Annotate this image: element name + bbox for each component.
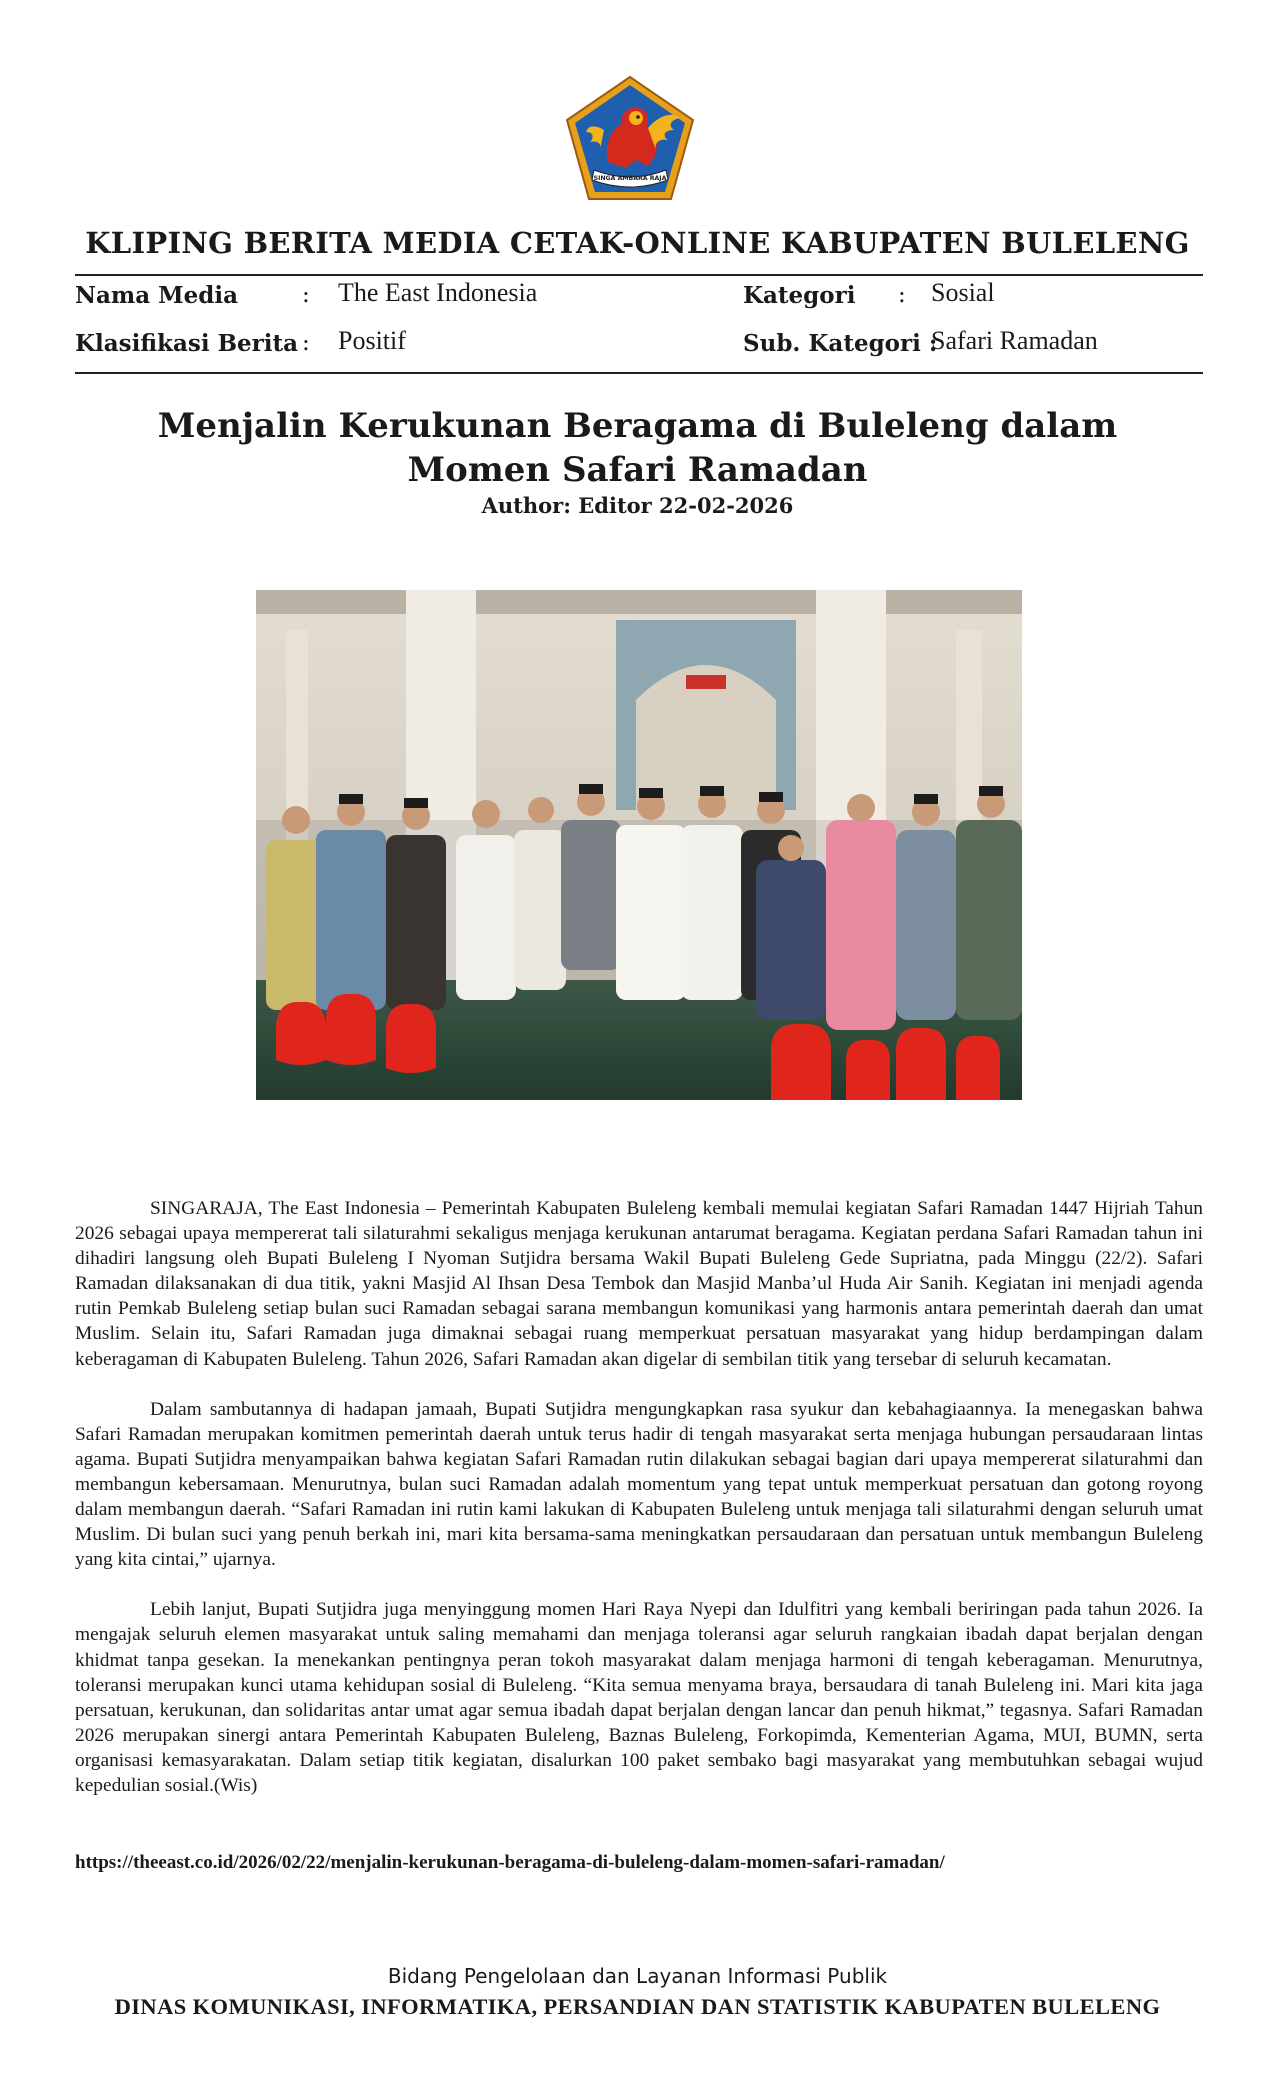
klasifikasi-colon: : (302, 330, 310, 356)
klasifikasi-label: Klasifikasi Berita (75, 330, 299, 357)
subkategori-label: Sub. Kategori : (743, 330, 938, 357)
media-value: The East Indonesia (338, 278, 538, 307)
logo-motto: SINGA AMBARA RAJA (593, 175, 667, 182)
article-title (0, 404, 1275, 492)
footer-agency: DINAS KOMUNIKASI, INFORMATIKA, PERSANDIAN DAN STATISTIK KABUPATEN BULELENG (114, 1994, 1161, 2019)
article-paragraph-3: Lebih lanjut, Bupati Sutjidra juga menyinggung momen Hari Raya Nyepi dan Idulfitri yang kembali beriringan pada tahun 2026. Ia mengajak seluruh elemen masyarakat untuk saling memahami dan menjaga toleransi agar seluruh rangkaian ibadah dapat berjalan dengan khidmat tanpa gesekan. Ia menekankan pentingnya peran tokoh masyarakat dalam menjaga harmoni di tengah keberagaman. Menurutnya, toleransi merupakan kunci utama kehidupan sosial di Buleleng. “Kita semua menyama braya, bersaudara di tanah Buleleng ini. Mari kita jaga persatuan, kerukunan, dan solidaritas antar umat agar semua ibadah dapat berjalan dengan lancar dan penuh hikmat,” tegasnya. Safari Ramadan 2026 merupakan sinergi antara Pemerintah Kabupaten Buleleng, Baznas Buleleng, Forkopimda, Kementerian Agama, MUI, BUMN, serta organisasi kemasyarakatan. Dalam setiap titik kegiatan, disalurkan 100 paket sembako bagi masyarakat yang membutuhkan sebagai wujud kepedulian sosial.(Wis) (75, 1599, 1203, 1796)
klasifikasi-value: Positif (338, 326, 406, 355)
media-label: Nama Media (75, 282, 238, 309)
article-paragraph-2: Dalam sambutannya di hadapan jamaah, Bupati Sutjidra mengungkapkan rasa syukur dan kebahagiaannya. Ia menegaskan bahwa Safari Ramadan merupakan komitmen pemerintah daerah untuk terus hadir di tengah masyarakat serta menjaga hubungan persaudaraan lintas agama. Bupati Sutjidra menyampaikan bahwa kegiatan Safari Ramadan rutin dilakukan sebagai bagian dari upaya mempererat silaturahmi dan membangun kebersamaan. Menurutnya, bulan suci Ramadan adalah momentum yang tepat untuk memperkuat persatuan dan gotong royong dalam membangun daerah. “Safari Ramadan ini rutin kami lakukan di Kabupaten Buleleng untuk menjaga tali silaturahmi dengan seluruh umat Muslim. Di bulan suci yang penuh berkah ini, mari kita bersama-sama meningkatkan persaudaraan dan persatuan untuk membangun Buleleng yang kita cintai,” ujarnya. (75, 1398, 1203, 1571)
article-photo (256, 590, 1022, 1100)
kategori-value: Sosial (931, 278, 995, 307)
article-author: Author: Editor 22-02-2026 (481, 493, 794, 518)
footer-division: Bidang Pengelolaan dan Layanan Informasi Publik (387, 1964, 888, 1988)
top-rule (75, 274, 1203, 276)
source-url-link[interactable]: https://theeast.co.id/2026/02/22/menjalin-kerukunan-beragama-di-buleleng-dalam-momen-safari-ramadan/ (75, 1852, 945, 1873)
article-title-line-2: Momen Safari Ramadan (407, 450, 868, 490)
kategori-colon: : (898, 282, 906, 308)
bottom-rule (75, 372, 1203, 374)
article-body (75, 1196, 1203, 1823)
article-paragraph-1: SINGARAJA, The East Indonesia – Pemerintah Kabupaten Buleleng kembali memulai kegiatan Safari Ramadan 1447 Hijriah Tahun 2026 sebagai upaya mempererat tali silaturahmi sekaligus menjaga kerukunan antarumat beragama. Kegiatan perdana Safari Ramadan tahun ini dihadiri langsung oleh Bupati Buleleng I Nyoman Sutjidra bersama Wakil Bupati Buleleng Gede Supriatna, pada Minggu (22/2). Safari Ramadan dilaksanakan di dua titik, yakni Masjid Al Ihsan Desa Tembok dan Masjid Manba’ul Huda Air Sanih. Kegiatan ini menjadi agenda rutin Pemkab Buleleng setiap bulan suci Ramadan sebagai sarana membangun komunikasi yang harmonis antara pemerintah daerah dan umat Muslim. Selain itu, Safari Ramadan juga dimaknai sebagai ruang memperkuat persatuan masyarakat yang hidup berdampingan dalam keberagaman di Kabupaten Buleleng. Tahun 2026, Safari Ramadan akan digelar di sembilan titik yang tersebar di seluruh kecamatan. (75, 1198, 1203, 1370)
header-title: KLIPING BERITA MEDIA CETAK-ONLINE KABUPATEN BULELENG (85, 226, 1190, 260)
kategori-label: Kategori (743, 282, 856, 309)
media-colon: : (302, 282, 310, 308)
buleleng-coat-of-arms-logo (564, 74, 696, 202)
article-title-line-1: Menjalin Kerukunan Beragama di Buleleng dalam (157, 406, 1118, 446)
subkategori-value: Safari Ramadan (931, 326, 1098, 355)
